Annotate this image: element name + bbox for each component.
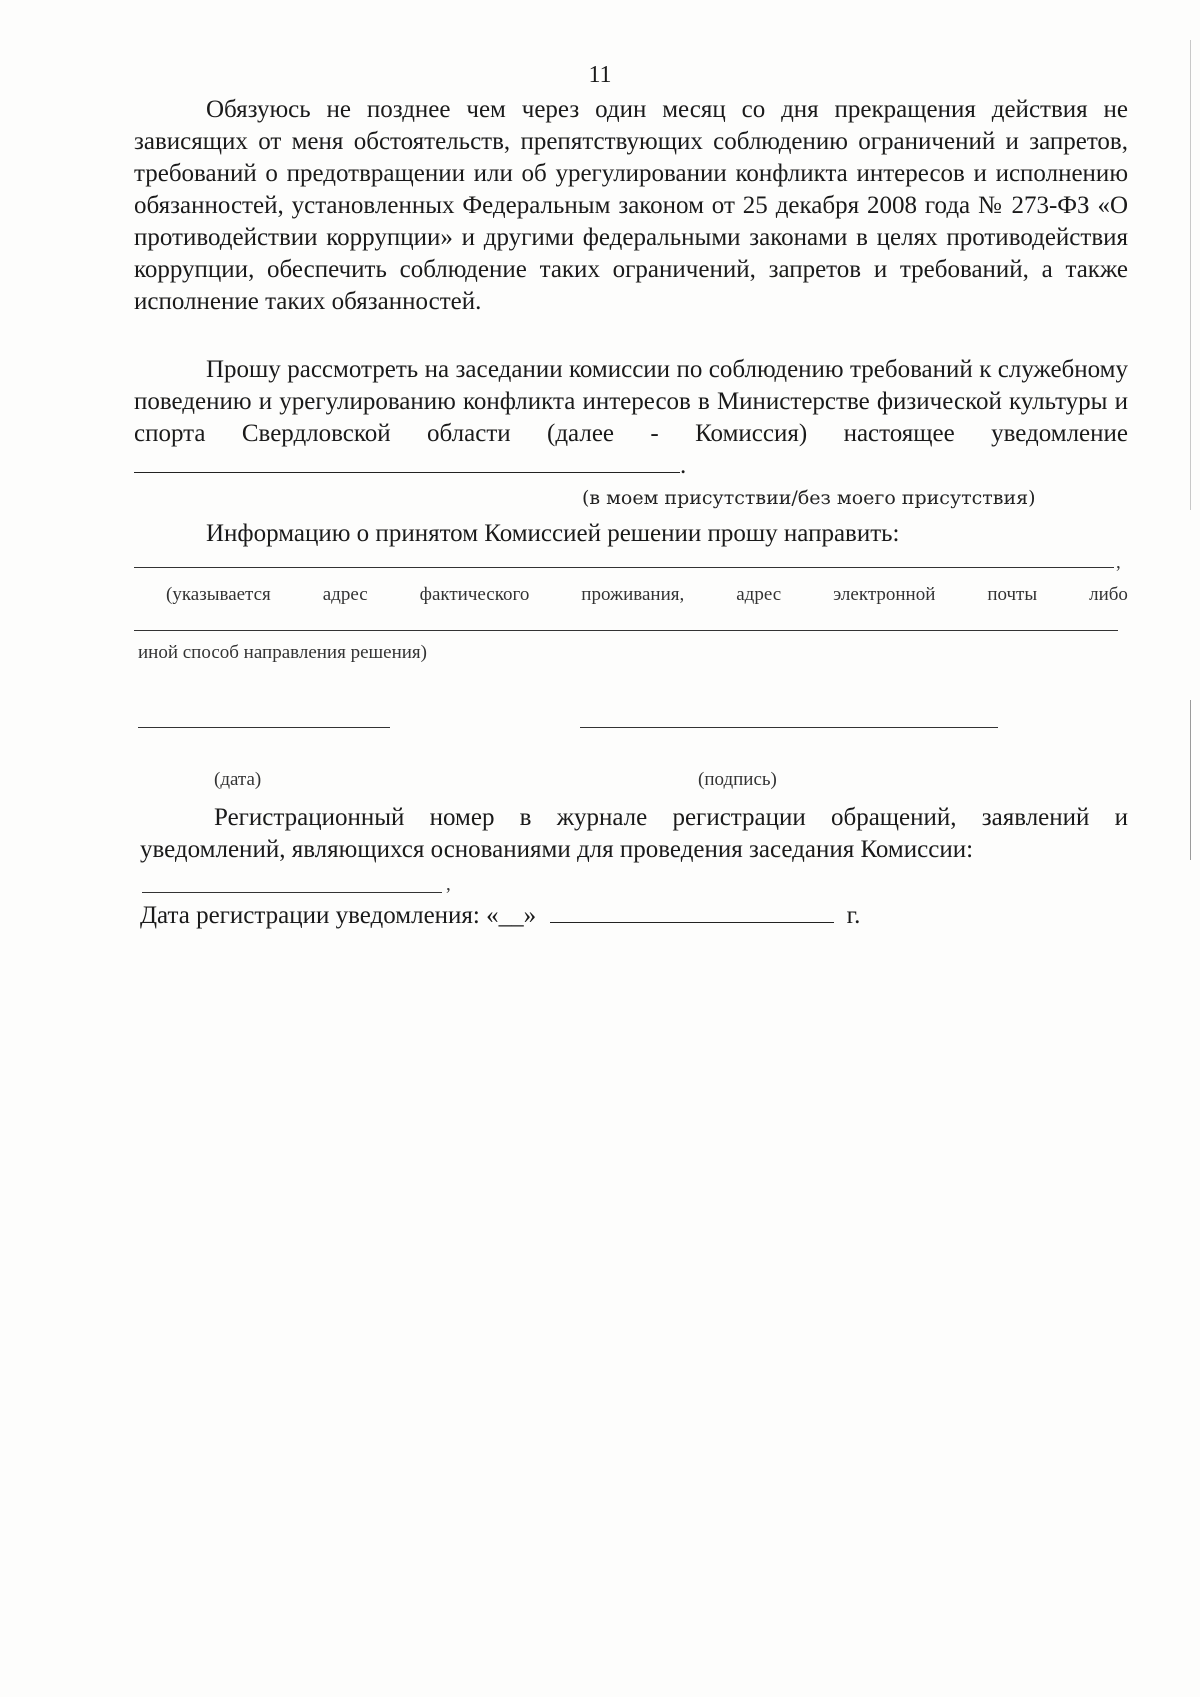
address-hint-continuation: иной способ направления решения) [138,642,427,663]
obligation-text: Обязуюсь не позднее чем через один месяц со дня прекращения действия не зависящих от меня обстоятельств, препятствующих соблюдению ограничений и запретов, требований о предотвращении или об урегулировании конфликта интересов и исполнению обязанностей, установленных Федеральным законом от 25 декабря 2008 года № 273-ФЗ «О противодействии коррупции» и другими федеральными законами в целях противодействия коррупции, обеспечить соблюдение таких ограничений, запретов и требований, а также исполнение таких обязанностей. [134,96,1128,315]
delivery-line-comma: , [1116,552,1121,573]
scan-edge-mark [1190,40,1191,510]
address-hint-word: почты [987,584,1038,605]
address-hint-word: адрес [736,584,782,605]
delivery-fill-line-1[interactable] [134,567,1114,568]
address-hint-word: проживания, [581,584,685,605]
address-hint-word: фактического [419,584,530,605]
address-hint-word: адрес [322,584,368,605]
registration-year-suffix: г. [846,902,861,929]
registration-paragraph [140,802,1128,866]
registration-date-line[interactable] [550,900,834,923]
address-hint-word: либо [1089,584,1128,605]
request-period: . [680,452,687,479]
delivery-fill-line-2[interactable] [134,630,1118,631]
registration-number-line[interactable] [142,892,442,893]
presence-fill-line[interactable] [134,450,680,473]
address-hint-word: (указывается [166,584,271,605]
presence-hint: (в моем присутствии/без моего присутствия) [582,487,1036,509]
request-text: Прошу рассмотреть на заседании комиссии по соблюдению требований к служебному поведению и урегулированию конфликта интересов в Министерстве физической культуры и спорта Свердловской области (далее - Комиссия) настоящее уведомление [134,356,1128,447]
page-number: 11 [588,62,612,88]
signature-label: (подпись) [698,769,777,790]
address-hint [166,584,1128,606]
registration-date-label: Дата регистрации уведомления: «__» [140,902,537,929]
registration-date-row [140,900,860,930]
date-label: (дата) [214,769,262,790]
obligation-paragraph [134,94,1128,318]
registration-text: Регистрационный номер в журнале регистрации обращений, заявлений и уведомлений, являющихся основаниями для проведения заседания Комиссии: [140,804,1128,863]
info-request-text: Информацию о принятом Комиссией решении прошу направить: [206,520,900,547]
request-paragraph [134,354,1128,482]
address-hint-word: электронной [833,584,936,605]
signature-fill-line[interactable] [580,727,998,728]
date-fill-line[interactable] [138,727,390,728]
scan-edge-mark [1190,700,1191,860]
registration-line-comma: , [446,874,451,895]
